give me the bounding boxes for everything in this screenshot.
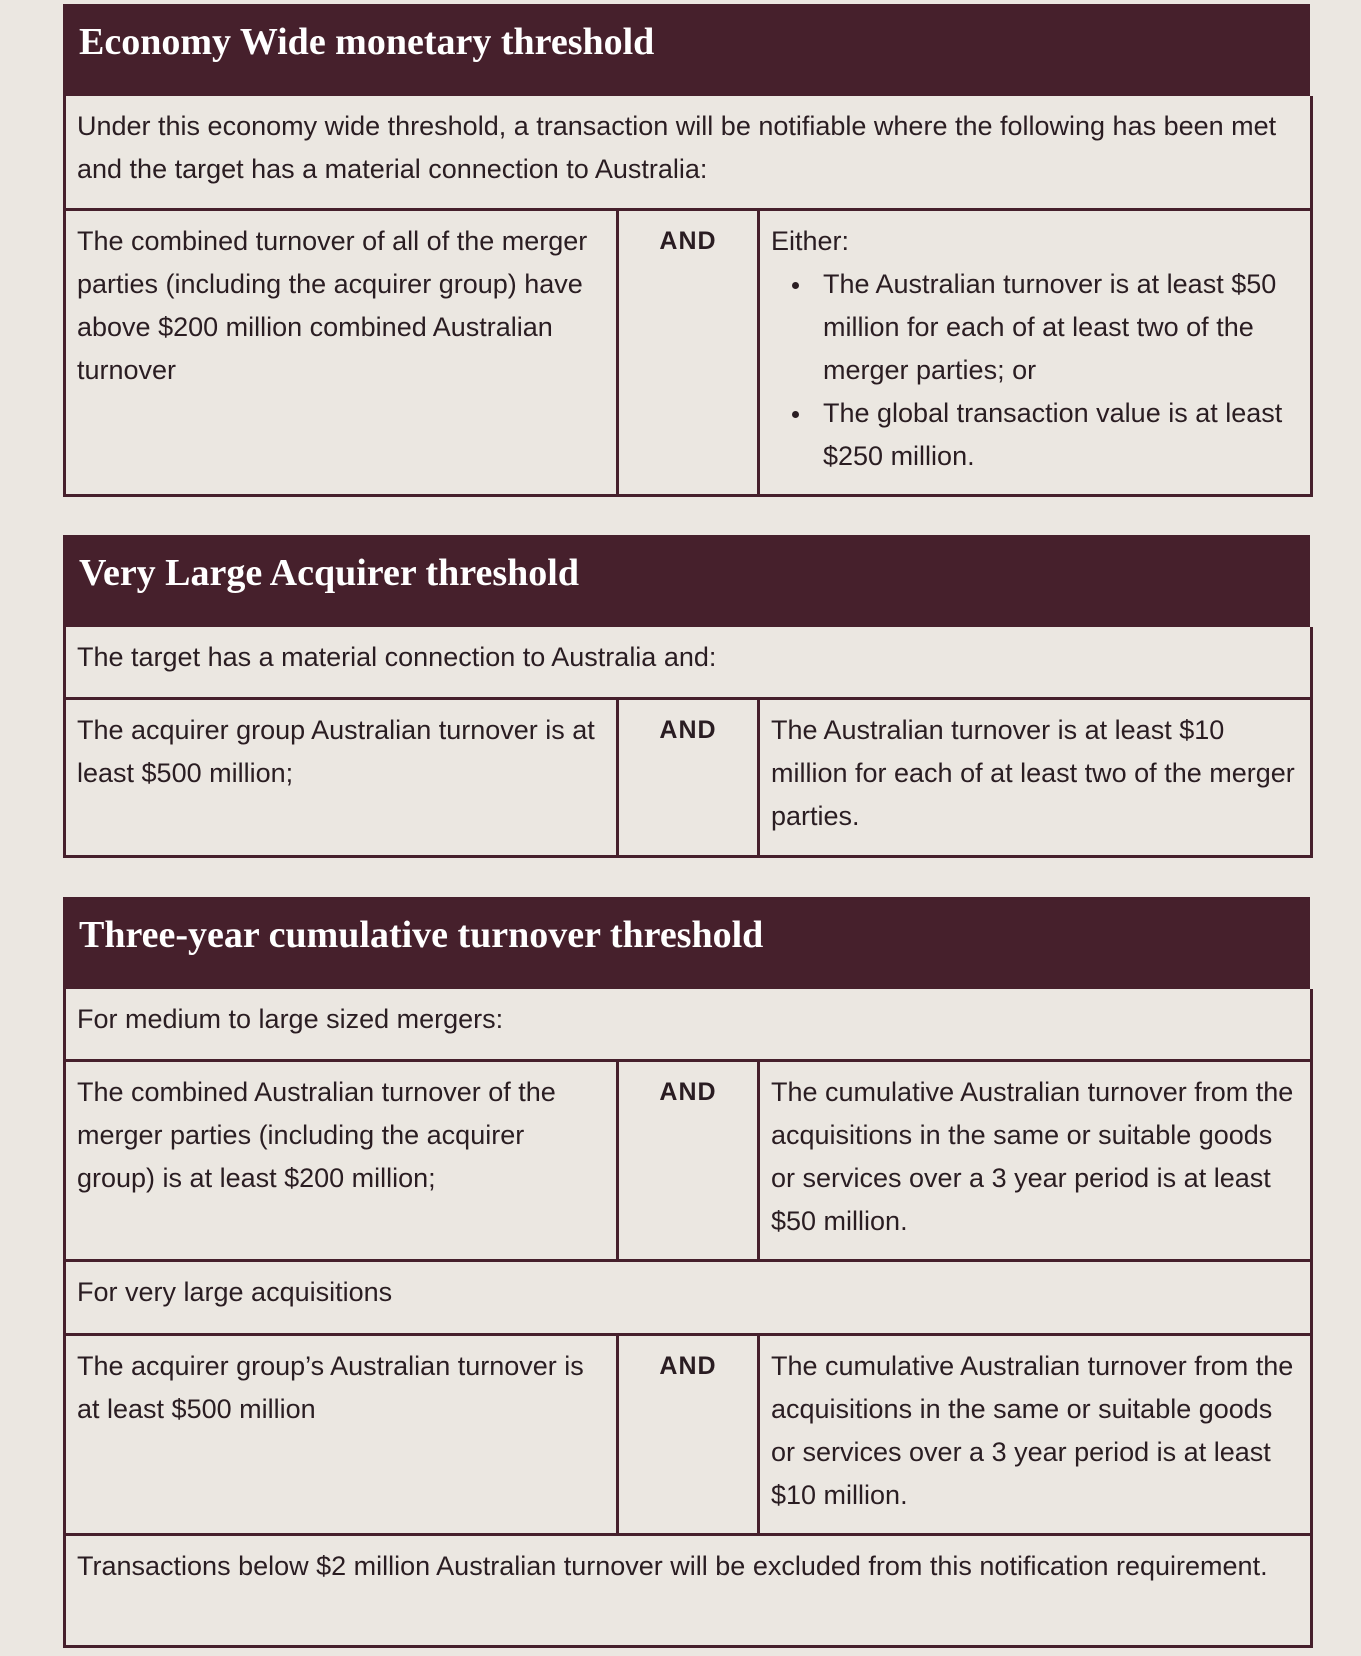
economy-wide-panel [63,4,1310,497]
very-large-acquirer-intro: The target has a material connection to Australia and: [65,627,1312,698]
economy-wide-left-condition: The combined turnover of all of the merger parties (including the acquirer group) have above $200 million combined Australian turnover [65,209,618,495]
economy-wide-intro: Under this economy wide threshold, a transaction will be notifiable where the following has been met and the target has a material connection to Australia: [65,96,1312,209]
very-large-acquirer-left-condition: The acquirer group Australian turnover is at least $500 million; [65,698,618,856]
three-year-panel [63,897,1310,1648]
economy-wide-bullet-1: • The Australian turnover is at least $50 million for each of at least two of the merger parties; or [813,263,1299,392]
very-large-acquirer-right-condition: The Australian turnover is at least $10 million for each of at least two of the merger parties. [759,698,1312,856]
three-year-section-2-right: The cumulative Australian turnover from the acquisitions in the same or suitable goods or services over a 3 year period is at least $10 million. [759,1334,1312,1534]
very-large-acquirer-title: Very Large Acquirer threshold [63,535,1310,627]
three-year-title: Three-year cumulative turnover threshold [63,897,1310,989]
three-year-section-1-label: For medium to large sized mergers: [65,989,1312,1060]
economy-wide-bullet-list [771,263,1299,478]
economy-wide-and-label: AND [618,209,759,495]
three-year-section-1-right: The cumulative Australian turnover from the acquisitions in the same or suitable goods or services over a 3 year period is at least $50 million. [759,1060,1312,1260]
three-year-table [63,989,1313,1648]
economy-wide-bullet-2: • The global transaction value is at least $250 million. [813,392,1299,478]
three-year-section-2-label: For very large acquisitions [65,1260,1312,1334]
three-year-section-1-and-label: AND [618,1060,759,1260]
economy-wide-title: Economy Wide monetary threshold [63,4,1310,96]
very-large-acquirer-and-label: AND [618,698,759,856]
economy-wide-table [63,96,1313,497]
very-large-acquirer-table [63,627,1313,858]
economy-wide-either-label: Either: [771,225,850,256]
three-year-section-1-left: The combined Australian turnover of the merger parties (including the acquirer group) is at least $200 million; [65,1060,618,1260]
three-year-footnote: Transactions below $2 million Australian turnover will be excluded from this notification requirement. [65,1534,1312,1646]
three-year-section-2-left: The acquirer group’s Australian turnover is at least $500 million [65,1334,618,1534]
very-large-acquirer-panel [63,535,1310,858]
economy-wide-right-condition [759,209,1312,495]
three-year-section-2-and-label: AND [618,1334,759,1534]
